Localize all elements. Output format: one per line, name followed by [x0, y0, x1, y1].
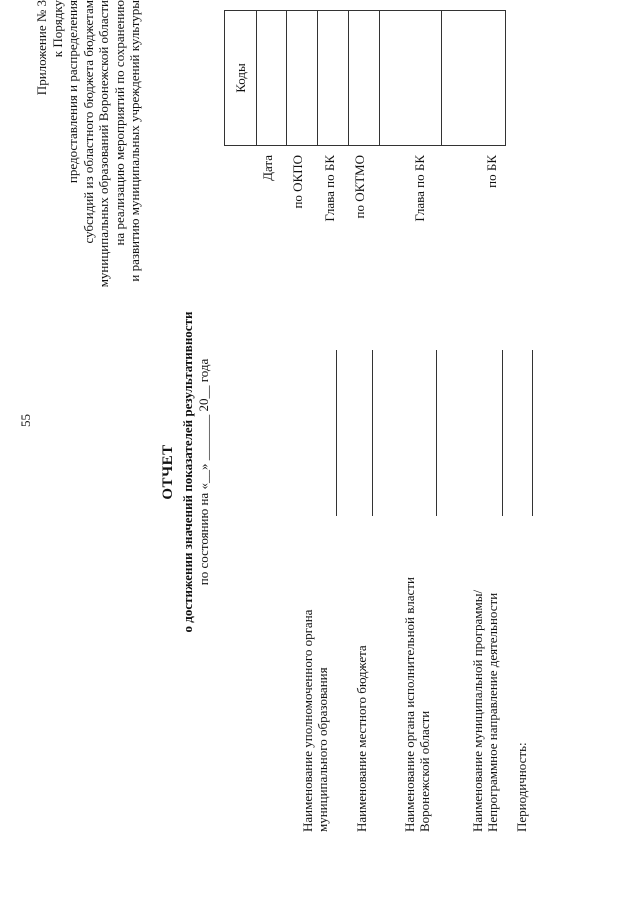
- appendix-line: к Порядку: [49, 0, 65, 58]
- code-cell: [287, 11, 318, 146]
- field-label: Периодичность:: [514, 742, 529, 832]
- code-cell: [318, 11, 349, 146]
- page-number: 55: [18, 414, 33, 427]
- field-input-line: [336, 350, 337, 516]
- field-input-line: [436, 350, 437, 516]
- appendix-line: Приложение № 3: [34, 0, 49, 96]
- code-label: Глава по БК: [412, 155, 427, 222]
- code-label: по ОКТМО: [352, 155, 367, 219]
- field-label: Наименование муниципальной программы/ Непрограммное направление деятельности: [470, 589, 500, 832]
- appendix-line: субсидий из областного бюджета бюджетам: [80, 0, 96, 244]
- codes-header: Коды: [225, 11, 257, 146]
- appendix-line: и развитию муниципальных учреждений культуры: [127, 0, 142, 282]
- report-date-line: по состоянию на «__» _______ 20__ года: [196, 358, 211, 586]
- code-label: по БК: [484, 155, 499, 188]
- field-label: Наименование уполномоченного органа муниципального образования: [300, 609, 330, 832]
- field-input-line: [372, 350, 373, 516]
- code-label: по ОКПО: [290, 155, 305, 209]
- code-label: Дата: [260, 155, 275, 181]
- report-title: ОТЧЕТ: [160, 444, 176, 500]
- code-cell: [257, 11, 287, 146]
- report-subtitle: о достижении значений показателей результативности: [180, 311, 195, 633]
- codes-table: [224, 10, 506, 146]
- code-cell: [442, 11, 506, 146]
- appendix-header: [34, 0, 143, 660]
- appendix-line: муниципальных образований Воронежской области: [96, 0, 111, 288]
- appendix-line: на реализацию мероприятий по сохранению: [111, 0, 127, 246]
- field-input-line: [532, 350, 533, 516]
- field-label: Наименование органа исполнительной власти Воронежской области: [402, 577, 432, 832]
- appendix-line: предоставления и распределения: [65, 0, 80, 184]
- field-label: Наименование местного бюджета: [354, 645, 369, 832]
- code-label: Глава по БК: [322, 155, 337, 222]
- code-cell: [380, 11, 442, 146]
- field-input-line: [502, 350, 503, 516]
- code-cell: [349, 11, 380, 146]
